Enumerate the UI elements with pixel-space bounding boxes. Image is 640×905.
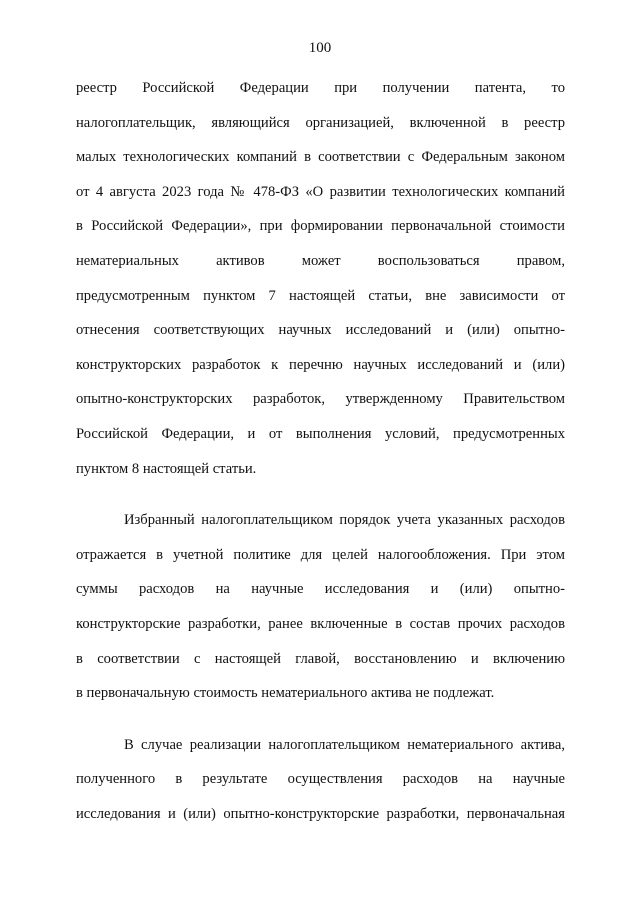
text-line: отнесения соответствующих научных исследований и (или) опытно- [76, 322, 565, 339]
page-number: 100 [308, 40, 332, 56]
text-line: суммы расходов на научные исследования и (или) опытно- [76, 581, 565, 598]
paragraph-gap [76, 718, 565, 735]
text-line: опытно-конструкторских разработок, утвержденному Правительством [76, 391, 565, 408]
text-line: Российской Федерации, и от выполнения условий, предусмотренных [76, 425, 565, 442]
text-line: малых технологических компаний в соответствии с Федеральным законом [76, 149, 565, 166]
text-line: в соответствии с настоящей главой, восстановлению и включению [76, 650, 565, 667]
text-line: В случае реализации налогоплательщиком нематериального актива, [124, 736, 565, 753]
paragraph-gap [76, 493, 565, 510]
text-line: от 4 августа 2023 года № 478-ФЗ «О развитии технологических компаний [76, 183, 565, 200]
text-line: нематериальных активов может воспользоваться правом, [76, 252, 565, 269]
text-line: в первоначальную стоимость нематериального актива не подлежат. [76, 685, 495, 702]
text-line: отражается в учетной политике для целей налогообложения. При этом [76, 546, 565, 563]
text-line: предусмотренным пунктом 7 настоящей статьи, вне зависимости от [76, 287, 565, 304]
text-line: исследования и (или) опытно-конструкторские разработки, первоначальная [76, 805, 565, 822]
text-line: налогоплательщик, являющийся организацией, включенной в реестр [76, 114, 565, 131]
text-line: конструкторские разработки, ранее включенные в состав прочих расходов [76, 615, 565, 632]
text-line: Избранный налогоплательщиком порядок учета указанных расходов [124, 512, 565, 529]
text-line: конструкторских разработок к перечню научных исследований и (или) [76, 356, 565, 373]
text-line: в Российской Федерации», при формировании первоначальной стоимости [76, 218, 565, 235]
text-line: полученного в результате осуществления расходов на научные [76, 771, 565, 788]
text-line: реестр Российской Федерации при получении патента, то [76, 80, 565, 96]
text-line: пунктом 8 настоящей статьи. [76, 460, 257, 477]
document-body [76, 78, 565, 838]
